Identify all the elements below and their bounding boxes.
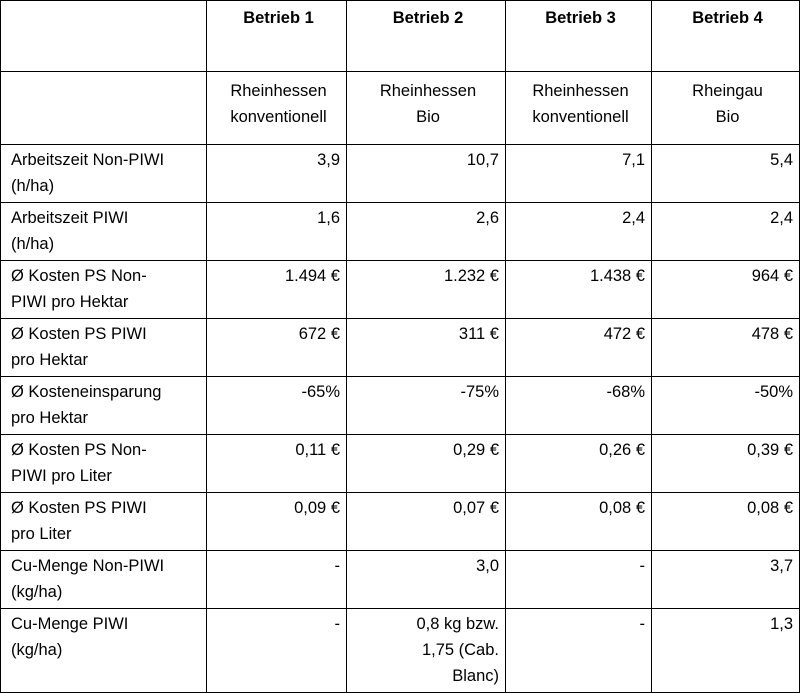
cell-value: - bbox=[334, 557, 340, 575]
value-cell bbox=[347, 435, 506, 493]
cell-value: 1.438 € bbox=[589, 267, 645, 285]
region-cell: Rheinhessen konventionell bbox=[506, 72, 652, 145]
header-cell-betrieb-3: Betrieb 3 bbox=[506, 1, 652, 72]
table-row bbox=[1, 319, 800, 377]
value-cell bbox=[347, 261, 506, 319]
row-label: Cu-Menge Non-PIWI (kg/ha) bbox=[11, 557, 165, 601]
cell-value: - bbox=[639, 615, 645, 633]
cell-value: 0,07 € bbox=[453, 499, 499, 517]
value-cell bbox=[347, 609, 506, 693]
row-label: Arbeitszeit Non-PIWI (h/ha) bbox=[11, 151, 165, 195]
cell-value: -75% bbox=[460, 383, 499, 401]
value-cell bbox=[652, 145, 800, 203]
cell-value: 0,11 € bbox=[295, 441, 340, 459]
table-row bbox=[1, 493, 800, 551]
header-cell-betrieb-1: Betrieb 1 bbox=[207, 1, 347, 72]
value-cell bbox=[347, 203, 506, 261]
cell-value: 0,29 € bbox=[453, 441, 499, 459]
row-label: Ø Kosten PS PIWI pro Hektar bbox=[11, 325, 147, 369]
cell-value: 472 € bbox=[603, 325, 645, 343]
cell-value: 311 € bbox=[458, 325, 499, 343]
value-cell bbox=[506, 609, 652, 693]
row-label-cell bbox=[1, 261, 207, 319]
value-cell bbox=[506, 435, 652, 493]
cell-value: 964 € bbox=[751, 267, 793, 285]
cell-value: 0,09 € bbox=[294, 499, 340, 517]
value-cell bbox=[652, 203, 800, 261]
cell-value: 0,08 € bbox=[599, 499, 645, 517]
value-cell bbox=[652, 261, 800, 319]
cell-value: - bbox=[639, 557, 645, 575]
value-cell bbox=[506, 203, 652, 261]
table-row bbox=[1, 145, 800, 203]
value-cell bbox=[207, 377, 347, 435]
cell-value: -65% bbox=[301, 383, 340, 401]
header-cell-empty bbox=[1, 1, 207, 72]
value-cell bbox=[347, 145, 506, 203]
value-cell bbox=[347, 319, 506, 377]
table-row bbox=[1, 377, 800, 435]
row-label-cell bbox=[1, 203, 207, 261]
cell-value: 2,4 bbox=[770, 209, 793, 227]
region-cell: Rheinhessen Bio bbox=[347, 72, 506, 145]
value-cell bbox=[207, 435, 347, 493]
cell-value: 3,7 bbox=[770, 557, 793, 575]
cell-value: 2,4 bbox=[622, 209, 645, 227]
cell-value: 0,39 € bbox=[747, 441, 793, 459]
value-cell bbox=[506, 493, 652, 551]
row-label: Ø Kosteneinsparung pro Hektar bbox=[11, 383, 162, 427]
value-cell bbox=[652, 493, 800, 551]
cell-value: 672 € bbox=[298, 325, 340, 343]
value-cell bbox=[207, 145, 347, 203]
row-label-cell bbox=[1, 377, 207, 435]
value-cell bbox=[652, 377, 800, 435]
table-row bbox=[1, 261, 800, 319]
cell-value: -50% bbox=[754, 383, 793, 401]
value-cell bbox=[207, 319, 347, 377]
value-cell bbox=[652, 551, 800, 609]
region-cell: Rheinhessen konventionell bbox=[207, 72, 347, 145]
value-cell bbox=[652, 319, 800, 377]
value-cell bbox=[506, 377, 652, 435]
row-label-cell bbox=[1, 551, 207, 609]
cell-value: 1.494 € bbox=[284, 267, 340, 285]
cell-value: 2,6 bbox=[476, 209, 499, 227]
value-cell bbox=[652, 609, 800, 693]
row-label-cell bbox=[1, 609, 207, 693]
cell-value: 7,1 bbox=[622, 151, 645, 169]
header-cell-betrieb-2: Betrieb 2 bbox=[347, 1, 506, 72]
cell-value: 5,4 bbox=[770, 151, 793, 169]
value-cell bbox=[506, 551, 652, 609]
row-label-cell bbox=[1, 493, 207, 551]
cell-value: -68% bbox=[606, 383, 645, 401]
row-label: Arbeitszeit PIWI (h/ha) bbox=[11, 209, 129, 253]
value-cell bbox=[207, 203, 347, 261]
cell-value: 3,0 bbox=[476, 557, 499, 575]
cell-value: - bbox=[334, 615, 340, 633]
value-cell bbox=[652, 435, 800, 493]
row-label-cell bbox=[1, 319, 207, 377]
header-row bbox=[1, 1, 800, 72]
cell-value: 0,8 kg bzw. 1,75 (Cab. Blanc) bbox=[416, 615, 499, 685]
row-label: Cu-Menge PIWI (kg/ha) bbox=[11, 615, 129, 659]
value-cell bbox=[207, 493, 347, 551]
row-label-cell bbox=[1, 435, 207, 493]
region-row bbox=[1, 72, 800, 145]
row-label: Ø Kosten PS PIWI pro Liter bbox=[11, 499, 147, 543]
table-row bbox=[1, 609, 800, 693]
cell-value: 0,08 € bbox=[747, 499, 793, 517]
cell-value: 10,7 bbox=[466, 151, 499, 169]
cell-value: 1,6 bbox=[317, 209, 340, 227]
value-cell bbox=[506, 261, 652, 319]
value-cell bbox=[506, 319, 652, 377]
value-cell bbox=[347, 551, 506, 609]
value-cell bbox=[207, 609, 347, 693]
region-cell-empty bbox=[1, 72, 207, 145]
region-cell: Rheingau Bio bbox=[652, 72, 800, 145]
cell-value: 1,3 bbox=[770, 615, 793, 633]
row-label: Ø Kosten PS Non- PIWI pro Liter bbox=[11, 441, 147, 485]
cell-value: 1.232 € bbox=[443, 267, 499, 285]
table-row bbox=[1, 435, 800, 493]
header-cell-betrieb-4: Betrieb 4 bbox=[652, 1, 800, 72]
row-label-cell bbox=[1, 145, 207, 203]
cell-value: 0,26 € bbox=[599, 441, 645, 459]
value-cell bbox=[347, 377, 506, 435]
value-cell bbox=[506, 145, 652, 203]
table-row bbox=[1, 203, 800, 261]
cell-value: 478 € bbox=[751, 325, 793, 343]
row-label: Ø Kosten PS Non- PIWI pro Hektar bbox=[11, 267, 147, 311]
value-cell bbox=[207, 261, 347, 319]
value-cell bbox=[347, 493, 506, 551]
table-row bbox=[1, 551, 800, 609]
value-cell bbox=[207, 551, 347, 609]
cell-value: 3,9 bbox=[317, 151, 340, 169]
